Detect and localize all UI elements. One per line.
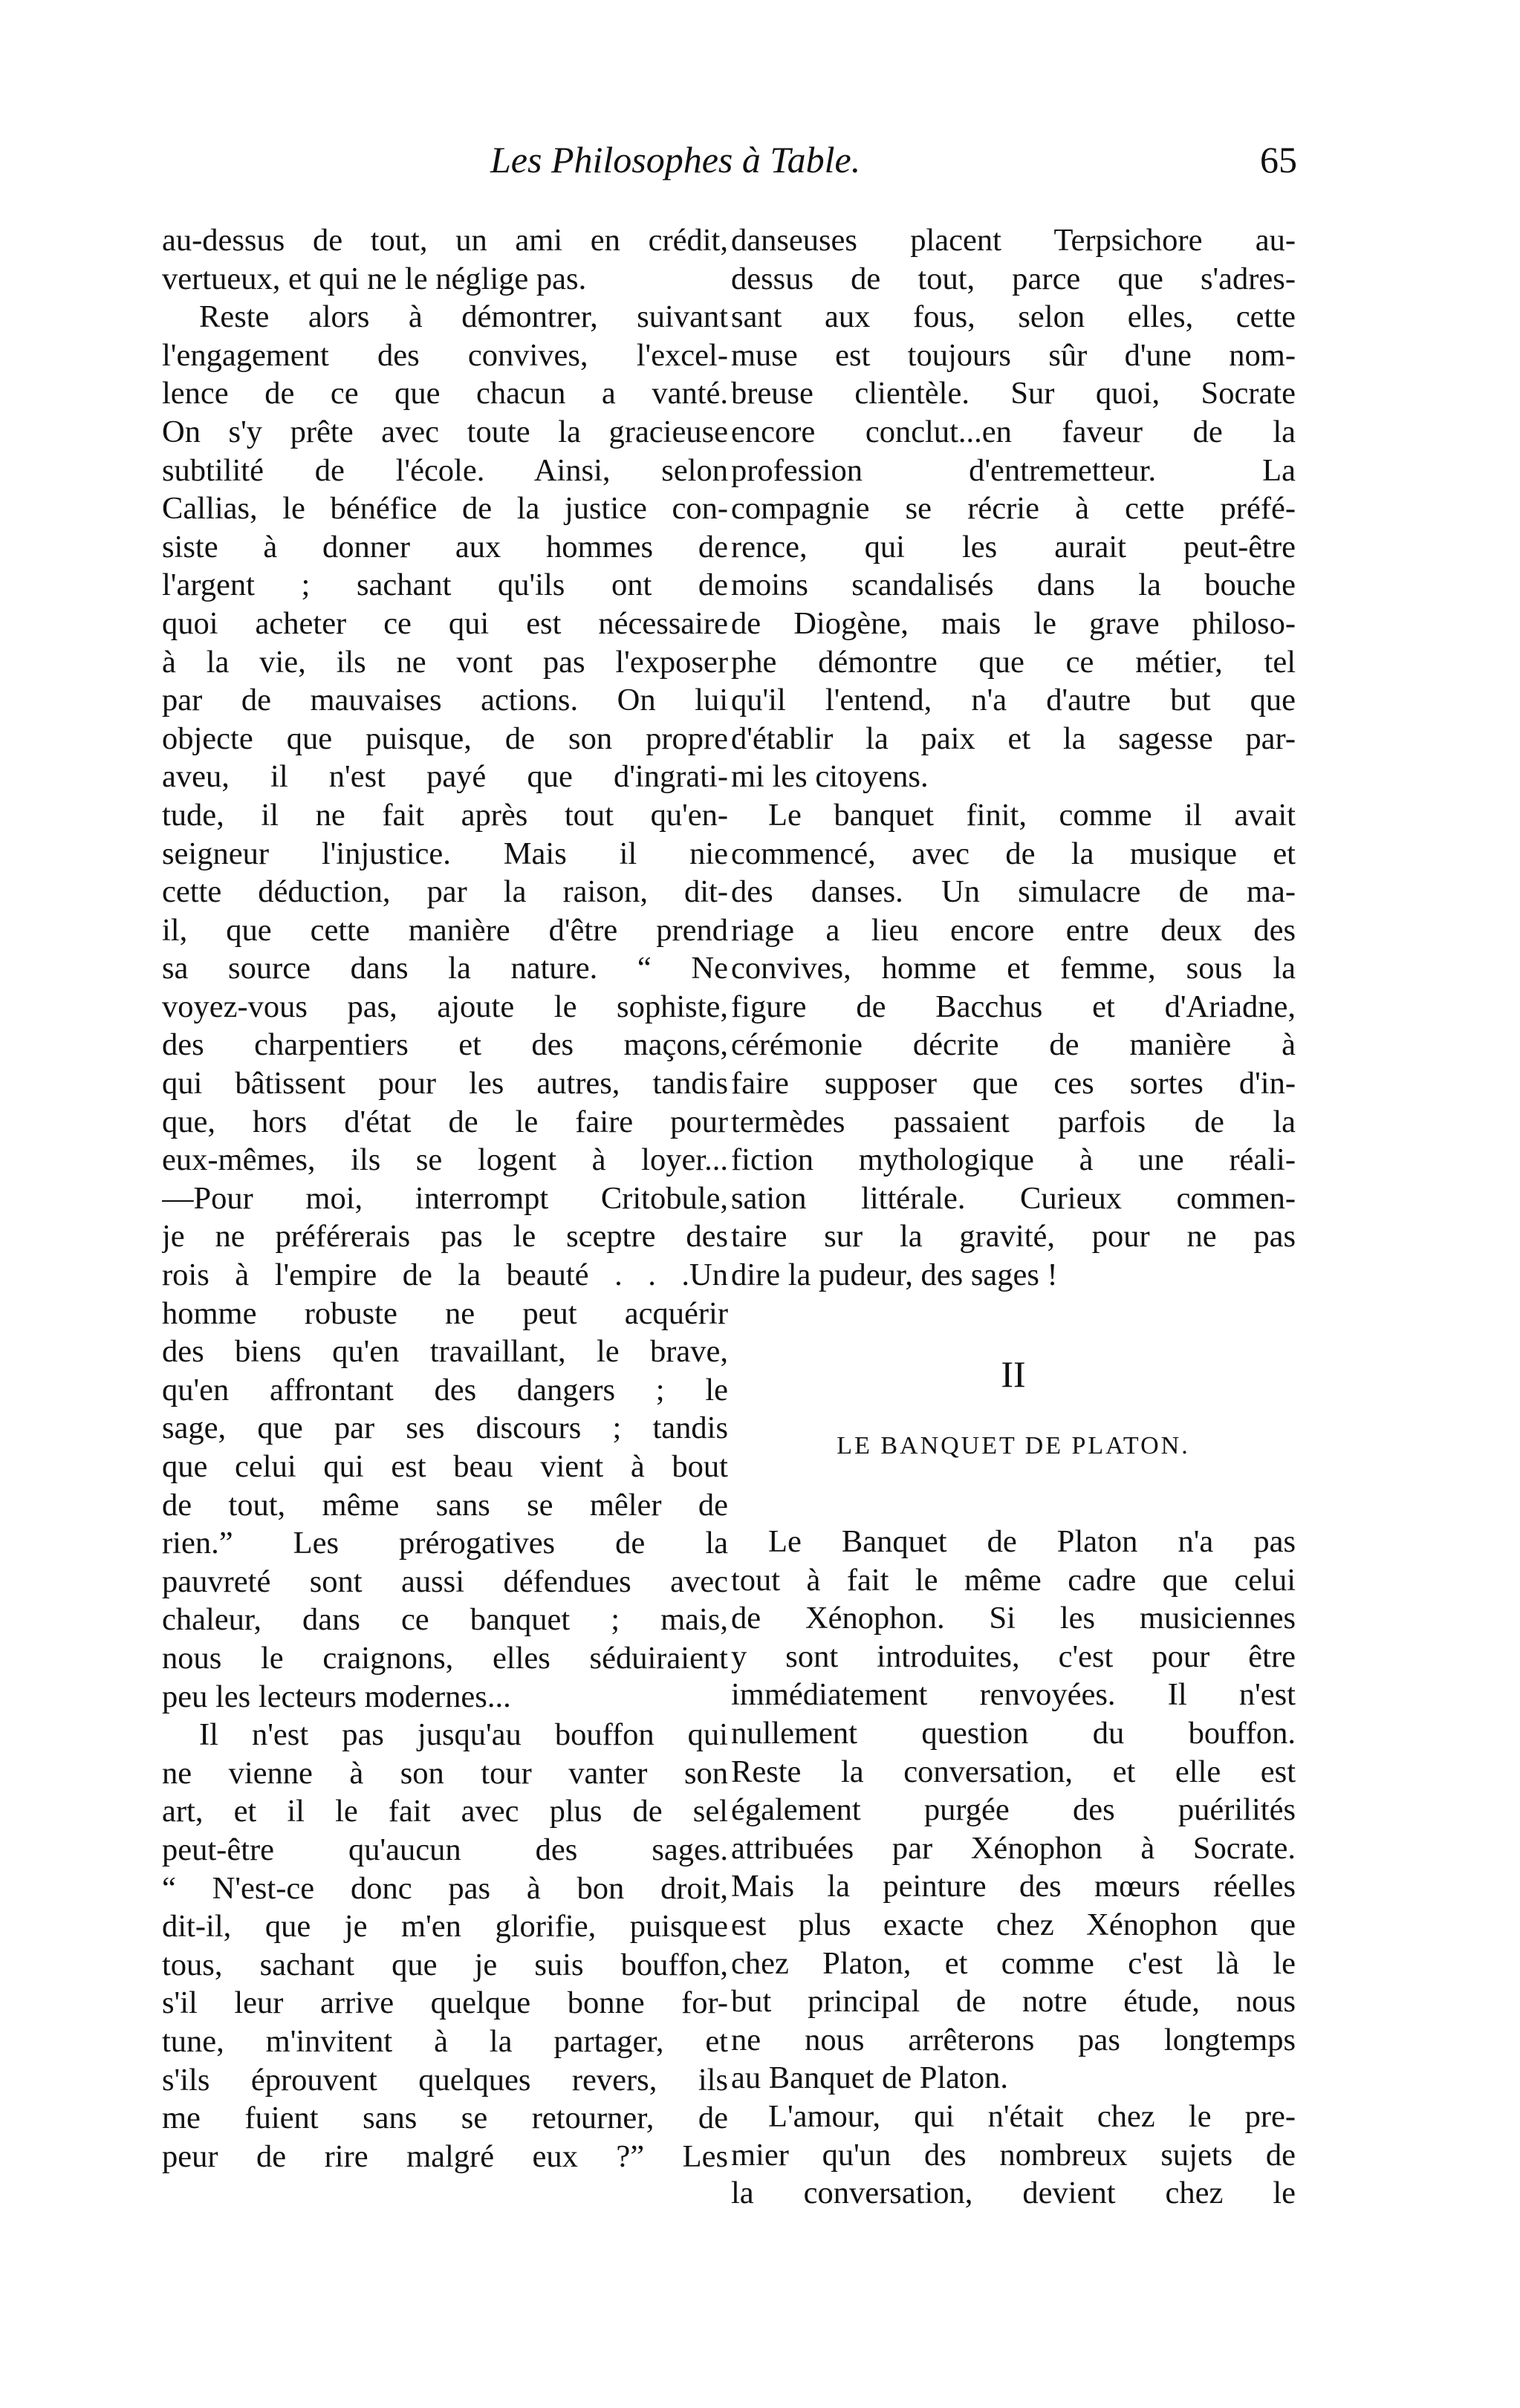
text-line: la conversation, devient chez le — [731, 2176, 1296, 2211]
text-line: quoi acheter ce qui est nécessaire — [162, 605, 728, 641]
text-line: l'argent ; sachant qu'ils ont de — [162, 567, 728, 603]
text-line: breuse clientèle. Sur quoi, Socrate — [731, 376, 1296, 411]
text-line: “ N'est-ce donc pas à bon droit, — [162, 1870, 728, 1906]
text-line: rence, qui les aurait peut-être — [731, 529, 1296, 564]
text-line: ne vienne à son tour vanter son — [162, 1755, 728, 1791]
text-line: Il n'est pas jusqu'au bouffon qui — [199, 1717, 728, 1753]
page-number: 65 — [1260, 139, 1297, 180]
text-line: nullement question du bouffon. — [731, 1715, 1296, 1751]
text-line: termèdes passaient parfois de la — [731, 1104, 1296, 1139]
text-line: dit-il, que je m'en glorifie, puisque — [162, 1909, 728, 1945]
text-line: homme robuste ne peut acquérir — [162, 1295, 728, 1331]
text-line: y sont introduites, c'est pour être — [731, 1639, 1296, 1674]
text-line: de Xénophon. Si les musiciennes — [731, 1601, 1296, 1636]
text-line: rois à l'empire de la beauté . . .Un — [162, 1257, 728, 1293]
text-line: immédiatement renvoyées. Il n'est — [731, 1677, 1296, 1713]
text-line: qu'il l'entend, n'a d'autre but que — [731, 683, 1296, 718]
text-line: par de mauvaises actions. On lui — [162, 683, 728, 718]
text-line: taire sur la gravité, pour ne pas — [731, 1219, 1296, 1255]
text-line: que, hors d'état de le faire pour — [162, 1104, 728, 1139]
text-line: à la vie, ils ne vont pas l'exposer — [162, 644, 728, 680]
text-line: au-dessus de tout, un ami en crédit, — [162, 223, 728, 258]
right-column-top — [731, 221, 1296, 1295]
text-line: but principal de notre étude, nous — [731, 1984, 1296, 2020]
text-line: objecte que puisque, de son propre — [162, 720, 728, 756]
right-column-bottom — [731, 1523, 1296, 2213]
text-line: également purgée des puérilités — [731, 1792, 1296, 1828]
text-line: rien.” Les prérogatives de la — [162, 1526, 728, 1561]
text-line: s'il leur arrive quelque bonne for- — [162, 1985, 728, 2021]
text-line: qu'en affrontant des dangers ; le — [162, 1372, 728, 1408]
text-line: art, et il le fait avec plus de sel — [162, 1794, 728, 1829]
text-line: je ne préférerais pas le sceptre des — [162, 1219, 728, 1255]
text-line: Le Banquet de Platon n'a pas — [768, 1524, 1296, 1559]
text-line: mi les citoyens. — [731, 759, 929, 795]
text-line: riage a lieu encore entre deux des — [731, 912, 1296, 948]
text-line: cette déduction, par la raison, dit- — [162, 874, 728, 910]
text-line: fiction mythologique à une réali- — [731, 1142, 1296, 1178]
text-line: des charpentiers et des maçons, — [162, 1027, 728, 1063]
text-line: peu les lecteurs modernes... — [162, 1679, 511, 1714]
text-line: siste à donner aux hommes de — [162, 529, 728, 564]
text-line: dessus de tout, parce que s'adres- — [731, 261, 1296, 296]
text-line: aveu, il n'est payé que d'ingrati- — [162, 759, 728, 795]
text-line: chaleur, dans ce banquet ; mais, — [162, 1602, 728, 1638]
text-line: l'engagement des convives, l'excel- — [162, 337, 728, 373]
text-line: sa source dans la nature. “ Ne — [162, 951, 728, 986]
text-line: tude, il ne fait après tout qu'en- — [162, 797, 728, 833]
text-line: des danses. Un simulacre de ma- — [731, 874, 1296, 910]
text-line: commencé, avec de la musique et — [731, 836, 1296, 871]
text-line: figure de Bacchus et d'Ariadne, — [731, 989, 1296, 1024]
text-line: de Diogène, mais le grave philoso- — [731, 605, 1296, 641]
text-line: subtilité de l'école. Ainsi, selon — [162, 452, 728, 488]
text-line: Reste la conversation, et elle est — [731, 1754, 1296, 1789]
text-line: muse est toujours sûr d'une nom- — [731, 337, 1296, 373]
text-line: eux-mêmes, ils se logent à loyer... — [162, 1142, 728, 1178]
text-line: nous le craignons, elles séduiraient — [162, 1640, 728, 1676]
text-line: seigneur l'injustice. Mais il nie — [162, 836, 728, 871]
text-line: phe démontre que ce métier, tel — [731, 644, 1296, 680]
text-line: danseuses placent Terpsichore au- — [731, 223, 1296, 258]
text-line: Callias, le bénéfice de la justice con- — [162, 491, 728, 527]
text-line: ne nous arrêterons pas longtemps — [731, 2022, 1296, 2057]
text-line: me fuient sans se retourner, de — [162, 2101, 728, 2136]
text-line: sage, que par ses discours ; tandis — [162, 1410, 728, 1446]
text-line: au Banquet de Platon. — [731, 2060, 1008, 2096]
text-line: s'ils éprouvent quelques revers, ils — [162, 2062, 728, 2098]
text-line: Mais la peinture des mœurs réelles — [731, 1869, 1296, 1904]
text-line: tune, m'invitent à la partager, et — [162, 2023, 728, 2059]
text-line: il, que cette manière d'être prend — [162, 912, 728, 948]
running-title: Les Philosophes à Table. — [490, 139, 861, 180]
text-line: cérémonie décrite de manière à — [731, 1027, 1296, 1063]
text-line: On s'y prête avec toute la gracieuse — [162, 414, 728, 449]
text-line: voyez-vous pas, ajoute le sophiste, — [162, 989, 728, 1024]
text-line: de tout, même sans se mêler de — [162, 1487, 728, 1523]
text-line: profession d'entremetteur. La — [731, 452, 1296, 488]
text-line: faire supposer que ces sortes d'in- — [731, 1066, 1296, 1102]
text-line: encore conclut...en faveur de la — [731, 414, 1296, 449]
text-line: que celui qui est beau vient à bout — [162, 1449, 728, 1484]
text-line: des biens qu'en travaillant, le brave, — [162, 1334, 728, 1370]
text-line: peut-être qu'aucun des sages. — [162, 1832, 728, 1867]
section-numeral: II — [1001, 1353, 1026, 1395]
text-line: qui bâtissent pour les autres, tandis — [162, 1066, 728, 1102]
section-title: LE BANQUET DE PLATON. — [837, 1432, 1190, 1460]
text-line: Reste alors à démontrer, suivant — [199, 299, 728, 335]
text-line: sant aux fous, selon elles, cette — [731, 299, 1296, 335]
left-column — [162, 221, 728, 2176]
text-line: —Pour moi, interrompt Critobule, — [162, 1180, 728, 1216]
text-line: tout à fait le même cadre que celui — [731, 1562, 1296, 1598]
text-line: Le banquet finit, comme il avait — [768, 797, 1296, 833]
text-line: d'établir la paix et la sagesse par- — [731, 720, 1296, 756]
text-line: dire la pudeur, des sages ! — [731, 1257, 1058, 1293]
text-line: attribuées par Xénophon à Socrate. — [731, 1830, 1296, 1866]
text-line: compagnie se récrie à cette préfé- — [731, 491, 1296, 527]
text-line: moins scandalisés dans la bouche — [731, 567, 1296, 603]
text-line: vertueux, et qui ne le néglige pas. — [162, 261, 587, 296]
text-line: est plus exacte chez Xénophon que — [731, 1907, 1296, 1942]
text-line: lence de ce que chacun a vanté. — [162, 376, 728, 411]
running-header — [490, 138, 1297, 190]
text-line: convives, homme et femme, sous la — [731, 951, 1296, 986]
text-line: tous, sachant que je suis bouffon, — [162, 1947, 728, 1982]
text-line: sation littérale. Curieux commen- — [731, 1180, 1296, 1216]
text-line: pauvreté sont aussi défendues avec — [162, 1563, 728, 1599]
text-line: mier qu'un des nombreux sujets de — [731, 2137, 1296, 2173]
text-line: peur de rire malgré eux ?” Les — [162, 2138, 728, 2174]
text-line: L'amour, qui n'était chez le pre- — [768, 2098, 1296, 2134]
text-line: chez Platon, et comme c'est là le — [731, 1945, 1296, 1981]
